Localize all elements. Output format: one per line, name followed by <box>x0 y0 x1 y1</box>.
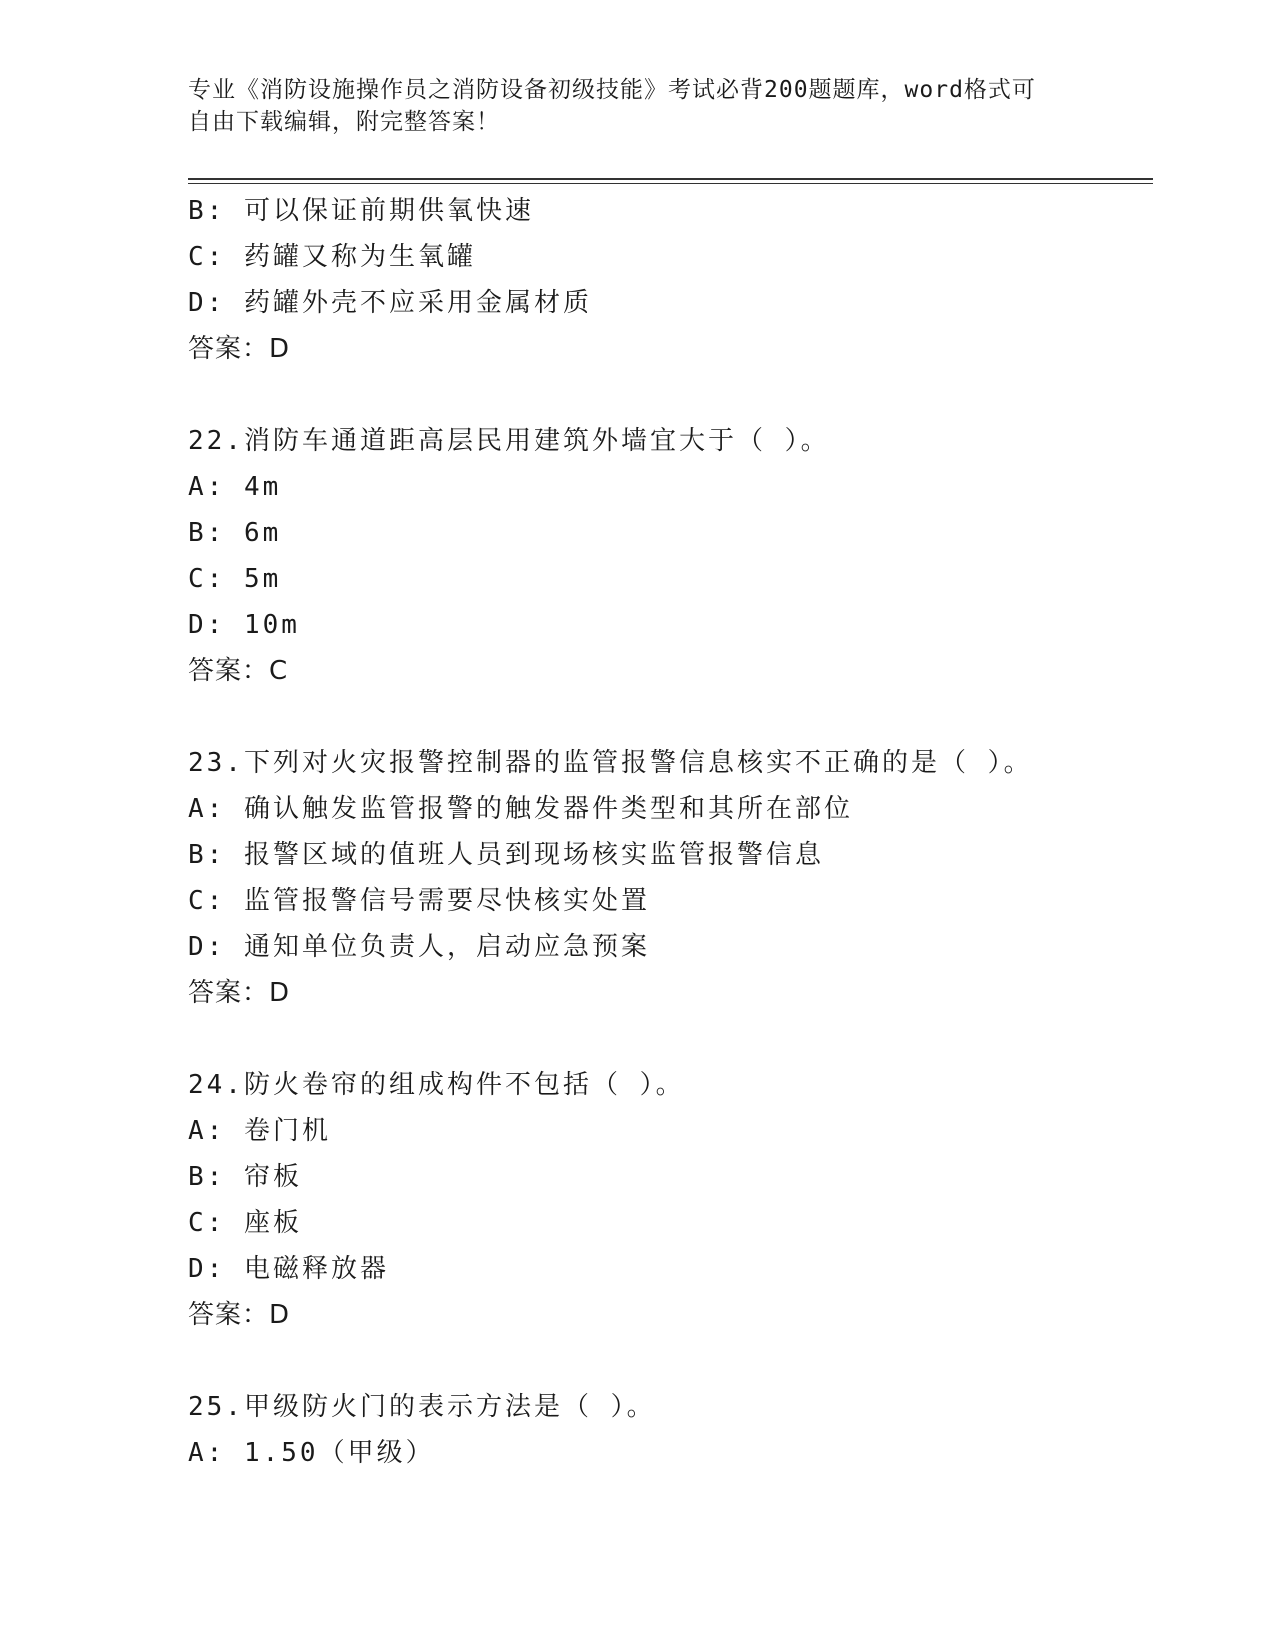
question-stem: 25.甲级防火门的表示方法是（ ）。 <box>188 1392 656 1422</box>
question-gap <box>188 1016 1148 1062</box>
header-title-line-2: 自由下载编辑，附完整答案！ <box>188 109 500 135</box>
question-25 <box>188 1384 1148 1476</box>
option-b: B: 帘板 <box>188 1162 302 1192</box>
document-body <box>188 188 1148 1476</box>
option-d: D: 药罐外壳不应采用金属材质 <box>188 288 592 318</box>
option-d: D: 电磁释放器 <box>188 1254 389 1284</box>
question-23 <box>188 740 1148 1016</box>
option-d: D: 10m <box>188 610 300 640</box>
option-c: C: 监管报警信号需要尽快核实处置 <box>188 886 650 916</box>
question-stem: 23.下列对火灾报警控制器的监管报警信息核实不正确的是（ ）。 <box>188 748 1033 778</box>
option-c: C: 药罐又称为生氧罐 <box>188 242 476 272</box>
option-c: C: 座板 <box>188 1208 302 1238</box>
question-gap <box>188 1338 1148 1384</box>
header-title-line-1: 专业《消防设施操作员之消防设备初级技能》考试必背200题题库，word格式可 <box>188 77 1036 103</box>
header-divider <box>188 178 1153 184</box>
question-gap <box>188 372 1148 418</box>
option-a: A: 确认触发监管报警的触发器件类型和其所在部位 <box>188 794 853 824</box>
option-b: B: 可以保证前期供氧快速 <box>188 196 534 226</box>
option-a: A: 4m <box>188 472 282 502</box>
option-a: A: 1.50（甲级） <box>188 1438 435 1468</box>
question-22 <box>188 418 1148 694</box>
question-24 <box>188 1062 1148 1338</box>
option-a: A: 卷门机 <box>188 1116 331 1146</box>
answer-line: 答案：D <box>188 334 291 364</box>
question-gap <box>188 694 1148 740</box>
question-stem: 22.消防车通道距高层民用建筑外墙宜大于（ ）。 <box>188 426 830 456</box>
answer-line: 答案：D <box>188 978 291 1008</box>
answer-line: 答案：D <box>188 1300 291 1330</box>
option-b: B: 报警区域的值班人员到现场核实监管报警信息 <box>188 840 824 870</box>
answer-line: 答案：C <box>188 656 289 686</box>
option-b: B: 6m <box>188 518 282 548</box>
option-d: D: 通知单位负责人，启动应急预案 <box>188 932 650 962</box>
question-stem: 24.防火卷帘的组成构件不包括（ ）。 <box>188 1070 685 1100</box>
document-header <box>188 74 1088 138</box>
option-c: C: 5m <box>188 564 282 594</box>
question-partial <box>188 188 1148 372</box>
